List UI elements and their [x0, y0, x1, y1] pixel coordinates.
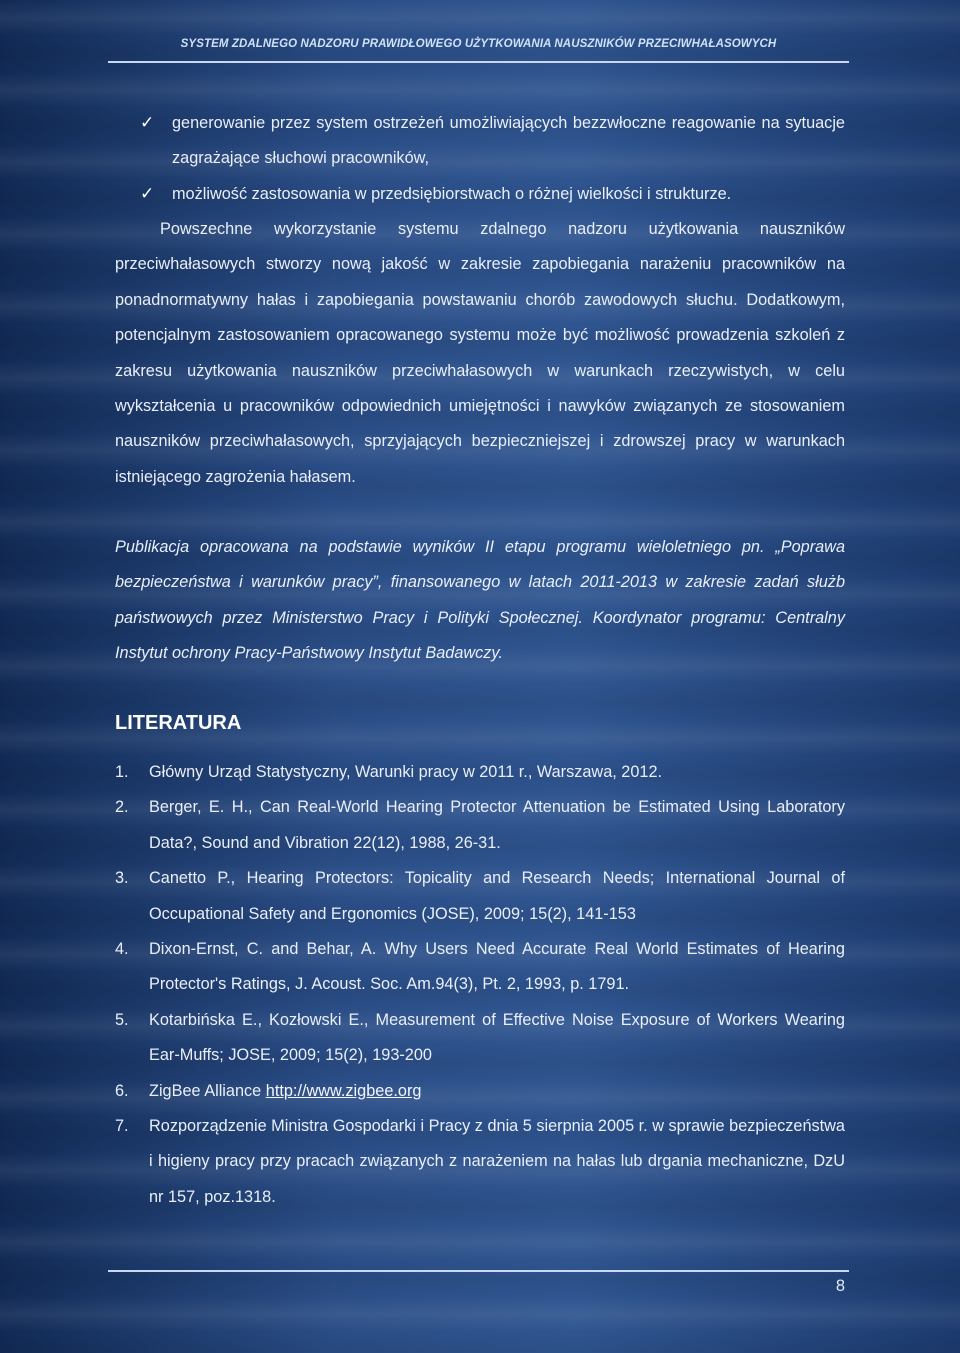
reference-text: Główny Urząd Statystyczny, Warunki pracy w 2011 r., Warszawa, 2012. [149, 763, 663, 781]
reference-item [115, 1003, 845, 1074]
publication-note: Publikacja opracowana na podstawie wyników II etapu programu wieloletniego pn. „Poprawa bezpieczeństwa i warunków pracy”, finansowanego w latach 2011-2013 w zakresie zadań służb państwowych przez Ministerstwo Pracy i Polityki Społecznej. Koordynator programu: Centralny Instytut ochrony Pracy-Państwowy Instytut Badawczy. [115, 538, 845, 663]
reference-item [115, 790, 845, 861]
reference-item [115, 1074, 845, 1109]
reference-number: 7. [115, 1117, 129, 1136]
check-icon: ✓ [140, 113, 155, 133]
bullet-item [140, 177, 845, 212]
reference-text: Canetto P., Hearing Protectors: Topicality and Research Needs; International Journal of Occupational Safety and Ergonomics (JOSE), 2009; 15(2), 141-153 [149, 869, 845, 923]
bullet-list [140, 106, 845, 212]
reference-item [115, 861, 845, 932]
bullet-text: generowanie przez system ostrzeżeń umożliwiających bezzwłoczne reagowanie na sytuacje zagrażające słuchowi pracowników, [172, 114, 845, 168]
bullet-text: możliwość zastosowania w przedsiębiorstwach o różnej wielkości i strukturze. [172, 184, 732, 203]
reference-number: 6. [115, 1081, 129, 1100]
page-number: 8 [835, 1277, 845, 1295]
reference-number: 1. [115, 763, 129, 781]
check-icon: ✓ [140, 183, 155, 204]
zigbee-link[interactable]: http://www.zigbee.org [265, 1081, 422, 1100]
reference-text: Dixon-Ernst, C. and Behar, A. Why Users Need Accurate Real World Estimates of Hearing Protector's Ratings, J. Acoust. Soc. Am.94(3), Pt. 2, 1993, p. 1791. [149, 940, 845, 994]
reference-number: 2. [115, 798, 129, 817]
reference-item [115, 755, 845, 790]
reference-number: 5. [115, 1010, 129, 1029]
bullet-item [140, 106, 845, 177]
literature-heading: LITERATURA [115, 712, 242, 734]
reference-list [115, 755, 845, 1215]
header-divider [108, 61, 849, 63]
reference-number: 3. [115, 869, 129, 888]
reference-number: 4. [115, 940, 129, 959]
reference-item [115, 932, 845, 1003]
body-paragraph: Powszechne wykorzystanie systemu zdalnego nadzoru użytkowania nauszników przeciwhałasowych stworzy nową jakość w zakresie zapobiegania narażeniu pracowników na ponadnormatywny hałas i zapobiegania powstawaniu chorób zawodowych słuchu. Dodatkowym, potencjalnym zastosowaniem opracowanego systemu może być możliwość prowadzenia szkoleń z zakresu użytkowania nauszników przeciwhałasowych w warunkach rzeczywistych, w celu wykształcenia u pracowników odpowiednich umiejętności i nawyków związanych ze stosowaniem nauszników przeciwhałasowych, sprzyjających bezpieczniejszej i zdrowszej pracy w warunkach istniejącego zagrożenia hałasem. [115, 220, 845, 486]
reference-text: Berger, E. H., Can Real-World Hearing Protector Attenuation be Estimated Using Laboratory Data?, Sound and Vibration 22(12), 1988, 26-31. [149, 798, 845, 852]
reference-text: Kotarbińska E., Kozłowski E., Measurement of Effective Noise Exposure of Workers Wearing Ear-Muffs; JOSE, 2009; 15(2), 193-200 [149, 1010, 845, 1065]
reference-text: Rozporządzenie Ministra Gospodarki i Pracy z dnia 5 sierpnia 2005 r. w sprawie bezpieczeństwa i higieny pracy przy pracach związanych z narażeniem na hałas lub drgania mechaniczne, DzU nr 157, poz.1318. [149, 1117, 845, 1206]
footer-divider [108, 1270, 849, 1272]
reference-text: ZigBee Alliance [149, 1081, 266, 1100]
running-header: SYSTEM ZDALNEGO NADZORU PRAWIDŁOWEGO UŻYTKOWANIA NAUSZNIKÓW PRZECIWHAŁASOWYCH [180, 38, 777, 50]
reference-item [115, 1109, 845, 1215]
